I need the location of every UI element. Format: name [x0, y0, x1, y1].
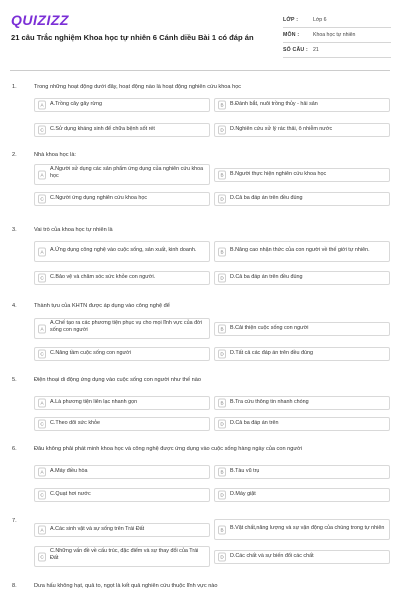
option-letter: B	[218, 171, 226, 180]
option-c[interactable]	[34, 123, 210, 137]
count-value: 21	[313, 47, 319, 53]
option-letter: B	[218, 247, 226, 256]
option-b[interactable]	[214, 168, 390, 182]
option-letter: D	[218, 274, 226, 283]
option-text: A.Chế tạo ra các phương tiện phục vụ cho mọi lĩnh vực của đời sống con người	[50, 320, 202, 334]
question-text: Trong những hoạt động dưới đây, hoạt động nào là hoạt động nghiên cứu khoa học	[34, 84, 242, 90]
option-text: C.Sử dụng kháng sinh để chữa bệnh sốt rét	[50, 125, 155, 132]
option-text: D.Nghiên cứu xử lý rác thải, ô nhiễm nước	[230, 125, 333, 132]
option-letter: B	[218, 399, 226, 408]
question-text: Nhà khoa học là:	[34, 152, 76, 158]
option-text: D.Cả ba đáp án trên đều đúng	[230, 194, 303, 201]
option-a[interactable]	[34, 241, 210, 262]
document-title: 21 câu Trắc nghiệm Khoa học tự nhiên 6 Cánh diều Bài 1 có đáp án	[11, 33, 254, 42]
count-label: SỐ CÂU :	[283, 47, 308, 53]
option-b[interactable]	[214, 465, 390, 479]
option-letter: B	[218, 525, 226, 534]
option-b[interactable]	[214, 519, 390, 540]
option-b[interactable]	[214, 322, 390, 336]
option-c[interactable]	[34, 347, 210, 361]
option-text: B.Vật chất,năng lượng và sự vận động của chúng trong tự nhiên	[230, 525, 385, 531]
header-divider	[10, 70, 390, 71]
option-text: C.Theo dõi sức khỏe	[50, 419, 101, 426]
option-a[interactable]	[34, 523, 210, 537]
option-letter: D	[218, 350, 226, 359]
option-d[interactable]	[214, 550, 390, 564]
option-b[interactable]	[214, 241, 390, 262]
option-letter: D	[218, 126, 226, 135]
option-text: B.Cải thiện cuộc sống con người	[230, 324, 309, 331]
option-text: C.Người ứng dụng nghiên cứu khoa học	[50, 194, 148, 201]
class-label: LỚP :	[283, 17, 299, 23]
option-letter: A	[38, 247, 46, 256]
option-letter: A	[38, 399, 46, 408]
option-a[interactable]	[34, 318, 210, 339]
option-text: D.Các chất và sự biến đổi các chất	[230, 552, 314, 559]
subject-value: Khoa học tự nhiên	[313, 32, 356, 38]
option-a[interactable]	[34, 98, 210, 112]
header	[0, 0, 400, 74]
option-a[interactable]	[34, 465, 210, 479]
option-b[interactable]	[214, 98, 390, 112]
option-letter: C	[38, 195, 46, 204]
question-number: 8.	[12, 583, 17, 589]
option-letter: C	[38, 420, 46, 429]
option-d[interactable]	[214, 271, 390, 285]
question-text: Đâu không phải phát minh khoa học và công nghệ được ứng dụng vào cuộc sống hàng ngày của con người	[34, 446, 302, 452]
option-text: B.Tra cứu thông tin nhanh chóng	[230, 398, 309, 405]
option-d[interactable]	[214, 417, 390, 431]
option-letter: B	[218, 101, 226, 110]
option-text: C.Bảo vệ và chăm sóc sức khỏe con người.	[50, 273, 156, 280]
option-letter: C	[38, 350, 46, 359]
option-c[interactable]	[34, 488, 210, 502]
option-c[interactable]	[34, 271, 210, 285]
question-number: 2.	[12, 152, 17, 158]
option-letter: A	[38, 324, 46, 333]
meta-row-subject	[283, 28, 391, 43]
option-c[interactable]	[34, 417, 210, 431]
option-letter: C	[38, 126, 46, 135]
option-letter: D	[218, 553, 226, 562]
option-text: A.Trồng cây gây rừng	[50, 100, 102, 107]
option-text: D.Tất cả các đáp án trên đều đúng	[230, 349, 314, 356]
option-c[interactable]	[34, 192, 210, 206]
option-text: B.Người thực hiện nghiên cứu khoa học	[230, 170, 327, 177]
question-number: 1.	[12, 84, 17, 90]
question-number: 3.	[12, 227, 17, 233]
question-text: Điện thoại di động ứng dụng vào cuộc sống con người như thế nào	[34, 377, 201, 383]
option-text: C.Những vấn đề về cấu trúc, đặc điểm và sự thay đổi của Trái Đất	[50, 548, 199, 562]
option-letter: C	[38, 274, 46, 283]
option-text: B.Tàu vũ trụ	[230, 467, 260, 474]
option-letter: B	[218, 468, 226, 477]
option-text: A.Người sử dụng các sản phẩm ứng dụng của nghiên cứu khoa học	[50, 166, 204, 180]
option-a[interactable]	[34, 164, 210, 185]
option-text: D.Cả ba đáp án trên	[230, 419, 279, 426]
question-text: Dưa hấu không hạt, quả to, ngọt là kết quả nghiên cứu thuộc lĩnh vực nào	[34, 583, 218, 589]
option-d[interactable]	[214, 123, 390, 137]
meta-table	[283, 13, 391, 58]
option-text: D.Máy giặt	[230, 490, 256, 497]
option-d[interactable]	[214, 192, 390, 206]
class-value: Lớp 6	[313, 17, 327, 23]
question-number: 5.	[12, 377, 17, 383]
option-letter: A	[38, 526, 46, 535]
question-text: Thành tựu của KHTN được áp dụng vào công nghệ để	[34, 303, 170, 309]
option-text: A.Các sinh vật và sự sống trên Trái Đất	[50, 525, 145, 532]
question-number: 4.	[12, 303, 17, 309]
meta-row-count	[283, 43, 391, 58]
question-number: 6.	[12, 446, 17, 452]
option-letter: D	[218, 420, 226, 429]
option-text: B.Đánh bắt, nuôi trồng thủy - hải sản	[230, 100, 318, 107]
option-a[interactable]	[34, 396, 210, 410]
option-letter: C	[38, 552, 46, 561]
meta-row-class	[283, 13, 391, 28]
option-d[interactable]	[214, 488, 390, 502]
option-c[interactable]	[34, 546, 210, 567]
option-text: C.Quạt hơi nước	[50, 490, 91, 497]
option-letter: A	[38, 468, 46, 477]
option-letter: B	[218, 325, 226, 334]
option-letter: A	[38, 170, 46, 179]
question-number: 7.	[12, 518, 17, 524]
option-d[interactable]	[214, 347, 390, 361]
option-text: A.Máy điều hòa	[50, 467, 88, 474]
option-letter: A	[38, 101, 46, 110]
subject-label: MÔN :	[283, 32, 300, 38]
option-letter: C	[38, 491, 46, 500]
option-text: A.Là phương tiện liên lạc nhanh gọn	[50, 398, 138, 405]
option-text: C.Nâng tầm cuộc sống con người	[50, 349, 131, 356]
option-b[interactable]	[214, 396, 390, 410]
question-text: Vai trò của khoa học tự nhiên là	[34, 227, 113, 233]
option-text: B.Nâng cao nhận thức của con người về thế giới tự nhiên.	[230, 247, 370, 253]
option-letter: D	[218, 195, 226, 204]
option-text: A.Ứng dụng công nghệ vào cuộc sống, sản xuất, kinh doanh.	[50, 247, 197, 253]
option-text: D.Cả ba đáp án trên đều đúng	[230, 273, 303, 280]
quizizz-logo: QUIZIZZ	[11, 12, 69, 28]
option-letter: D	[218, 491, 226, 500]
